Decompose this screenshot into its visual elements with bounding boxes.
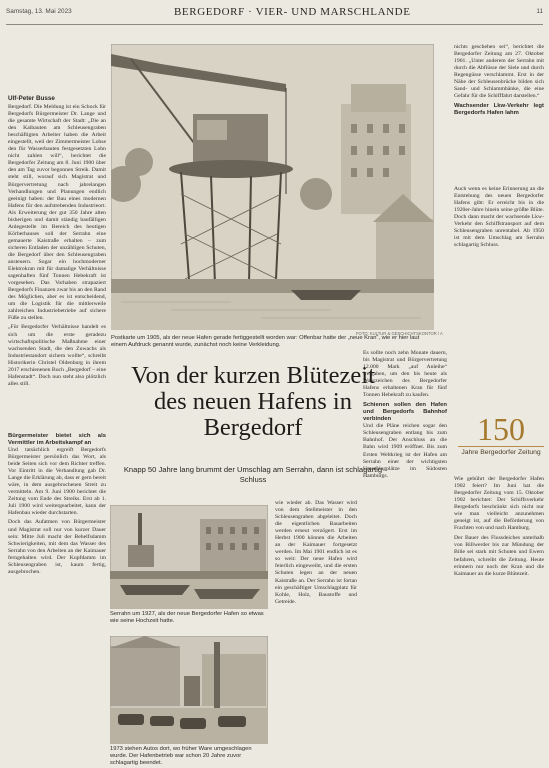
column-4-text: Es sollte noch zehn Monate dauern, bis Magistrat und Bürgervertretung 12.000 Mark „auf Anleihe“ freigaben, um den bis heute als Wahrzeichen des Bergedorfer Hafens erhaltenen Kran für fünf Tonnen Hebekraft zu kaufen.: [363, 350, 447, 399]
article-subheadline: Knapp 50 Jahre lang brummt der Umschlag am Serrahn, dann ist schlagartig Schluss: [123, 465, 383, 484]
column-5b-text: Auch wenn es keine Erinnerung an die Entstehung des neuen Bergedorfer Hafens gibt: Er erreicht bis in die 1920er-Jahre hinein seine größte Blüte. Doch dann macht der wachsende Lkw-Verkehr den Schiffstransport auf dem Schleusengraben unrentabel. Ab 1950 ist mit dem Umschlag am Serrahn schlagartig Schluss.: [454, 186, 544, 249]
issue-date: Samstag, 13. Mai 2023: [6, 8, 72, 15]
column-4b-text: Und die Pläne reichen sogar den Schleusengraben entlang bis zum Bahnhof. Der Anschluss an die Bahn wird 1909 eröffnet. Bis zum Ersten Weltkrieg ist der Hafen am Serrahn einer der wichtigsten Umschlagplätze im Südosten Hamburgs.: [363, 423, 447, 479]
article-column-5c: [454, 476, 544, 762]
article-column-5: [454, 44, 544, 184]
photo1-caption: Postkarte um 1905, als der neue Hafen gerade fertiggestellt worden war: Offenbar hatte der „neue Kran“, wie er hier laut einem Aufdruck genannt wurde, zunächst noch keine Verkleidung.: [111, 335, 420, 348]
article-column-3: [275, 500, 357, 762]
serrahn-1927-photo: [110, 505, 268, 609]
column-5c-text: Wie gebührt der Bergedorfer Hafen 1902 feiert? Im Juni hat die Bergedorfer Zeitung vom 15. Oktober 1902 berichtet: Der Schiffsverkehr Bergedorfs beschränkt sich nicht nur wie man vielleicht anzunehmen geneigt ist, auf die Beförderung von Frachten von und nach Hamburg.: [454, 476, 544, 532]
page-header: [6, 4, 543, 25]
column-1-text: Bergedorf. Die Meldung ist ein Schock für Bergedorfs Bürgermeister Dr. Lange und die gesamte Wirtschaft der Stadt: „Die an den Kaibauten am Schleusengraben beschäftigten Arbeiter haben die Arbeit eingestellt, weil der Zimmermeister Lohse den für Wasserbauten festgesetzten Lohn nicht zahlen will“, berichtet die Bergedorfer Zeitung am 8. Juni 1900 über den am Tag zuvor begonnen Streik. Damit steht still, worauf sich Magistrat und Bürgervertretung nach jahrelangen Verhandlungen und Planungen endlich geeinigt haben: der Bau eines modernen Hafens für den aufstrebenden Industrieort. Als Erweiterung der gut 350 Jahre alten bisherigen und damit ständig baufälligen Anlegestelle im Bereich des heutigen Körberhauses soll der Serrahn eine gemauerte Kaistraße erhalten – zum sicheren Entladen der unzähligen Schuten, die Bergedorf über den Schleusengraben ansteuern. Sogar ein hochmoderner Elektrokran mit für damalige Verhältnisse sagenhaften fünf Tonnen Hebekraft ist vorgesehen. Das Vorhaben strapaziert Bergedorfs Finanzen zwar bis an den Rand des Möglichen, aber es ist entscheidend, um die Logistik für die mittlerweile zahlreichen Industriebetriebe auf sichere Füße zu stellen.: [8, 104, 106, 322]
section-rubric: BERGEDORF · VIER- UND MARSCHLANDE: [174, 6, 411, 18]
column-5-text: nichts geschehen sei“, berichtet die Bergedorfer Zeitung am 27. Oktober 1901. „Unter anderem der Serrahn mit durch die Abflüsse der Siele und durch Regengüsse verschlammt. Erst in der Nähe der Schleusenbrücke bilden sich Sand- und Schlammbänke, die eine Gefahr für die Schifffahrt darstellen.“: [454, 44, 544, 100]
article-column-1b: [8, 430, 106, 760]
column-5d-text: Der Bauer des Flussdeiches unterhalb von Billwerder bis zur Mündung der Bille sei stark mit Schuten und Ewern befahren, schreibt die Zeitung. Heute erinnern nur noch der Kran und die Kaimauer an die kurze Blütezeit.: [454, 535, 544, 577]
photo-credit: FOTO: KULTUR & GESCHICHTSKONTOR / A: [356, 331, 443, 336]
author-byline: Ulf-Peter Busse: [8, 95, 55, 102]
article-column-5b: [454, 186, 544, 408]
subhead-mayor: Bürgermeister bietet sich als Vermittler im Arbeitskampf an: [8, 433, 106, 446]
article-column-4: [363, 350, 447, 762]
jubilee-number: 150: [477, 411, 525, 447]
subhead-truck-traffic: Wachsender Lkw-Verkehr legt Bergedorfs Hafen lahm: [454, 103, 544, 117]
photo3-caption: 1973 stehen Autos dort, wo früher Ware umgeschlagen wurde. Der Hafenbetrieb war schon 20 Jahre zuvor schlagartig beendet.: [110, 746, 252, 766]
article-headline: Von der kurzen Blütezeit des neuen Hafens in Bergedorf: [131, 362, 375, 441]
column-1b-text: Und tatsächlich ergreift Bergedorfs Bürgermeister persönlich das Wort, als beide Seiten sich vor dem Richter treffen. Vor Eintritt in die Verhandlung gab Dr. Lange die Erklärung ab, dass er gern bereit wäre, in dem ausgebrochenen Streit zu vermitteln. Am 9. Juni 1900 berichtet die Zeitung vom Ende des Streiks. Erst ab 1. Juli 1900 wird weitergearbeitet, kann der Hafenbau wieder durchstarten.: [8, 447, 106, 517]
serrahn-1973-photo: [110, 636, 268, 744]
jubilee-text: Jahre Bergedorfer Zeitung: [458, 446, 544, 456]
photo2-caption: Serrahn um 1927, als der neue Bergedorfer Hafen so etwas wie seine Hochzeit hatte.: [110, 611, 264, 624]
article-column-1: [8, 104, 106, 426]
column-1-continued: „Für Bergedorfer Verhältnisse handelt es sich um die erste geradezu wirtschaftspolitische Maßnahme einer wachsenden Stadt, die den Zuwachs als Industriestandort sichern wollte“, schreibt Historikerin Christel Oldenburg in ihrem 2017 erschienenen Buch „Bergedorf – eine Hafenstadt“. Doch nun steht also plötzlich alles still.: [8, 324, 106, 387]
page-number: 11: [536, 8, 543, 15]
subhead-rails: Schienen sollen den Hafen und Bergedorfs Bahnhof verbinden: [363, 402, 447, 423]
harbour-crane-postcard-photo: [111, 44, 434, 330]
column-3-text: wie wieder ab. Das Wasser wird von dem Stellmeister in den Schleusengraben abgeleitet. Doch die eigentlichen Bauarbeiten werden erneut verzögert. Erst im Herbst 1900 können die Arbeiten an der Kaimauer fortgesetzt werden. Im Mai 1901 endlich ist es so weit: Der neue Hafen wird feierlich eingeweiht, und die ersten Schuten legen an der neuen Kaistraße an. Der Serrahn ist fortan ein geschäftiger Umschlagplatz für Kohle, Holz, Baustoffe und Getreide.: [275, 500, 357, 605]
jubilee-logo: [458, 411, 544, 470]
column-1c-text: Doch das Aufatmen von Bürgermeister und Magistrat soll nur von kurzer Dauer sein: Mitte Juli macht der Behelfsdamm Schwierigkeiten, mit dem das Wasser des Serrahn von den Arbeiten an der Kaimauer ferngehalten wird. Der Kupfdamm im Schleusengraben ist, kaum fertig, ausgebrochen.: [8, 519, 106, 575]
